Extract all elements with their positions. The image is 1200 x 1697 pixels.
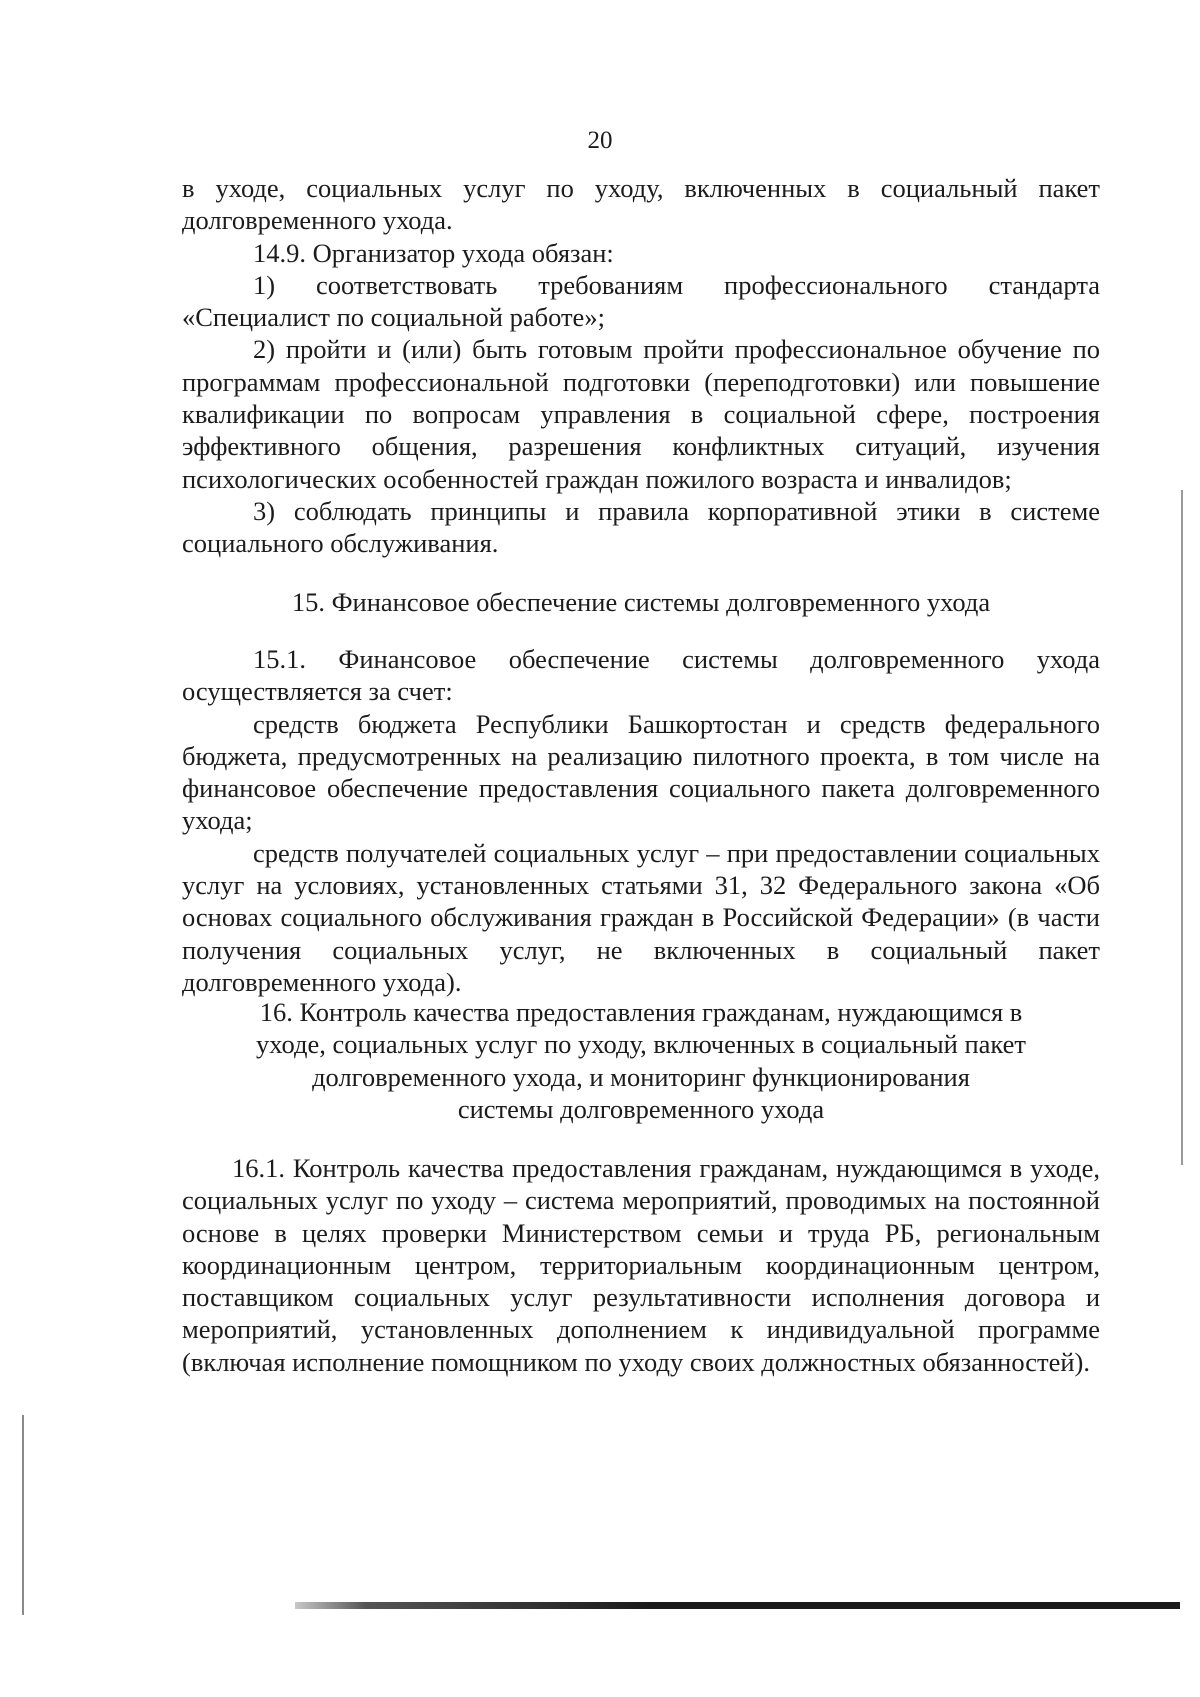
paragraph-14-9-item-2: 2) пройти и (или) быть готовым пройти профессиональное обучение по программам профессиональной подготовки (переподготовки) или повышение квалификации по вопросам управления в социальной сфере, построения эффективного общения, разрешения конфликтных ситуаций, изучения психологических особенностей граждан пожилого возраста и инвалидов;: [182, 334, 1100, 494]
scan-edge-line: [1181, 490, 1183, 1165]
section-15-text: [182, 643, 1100, 998]
paragraph-15-1: 15.1. Финансовое обеспечение системы долговременного ухода осуществляется за счет:: [182, 644, 1100, 707]
paragraph-15-1-source-2: средств получателей социальных услуг – при предоставлении социальных услуг на условиях, установленных статьями 31, 32 Федерального закона «Об основах социального обслуживания граждан в Российской Федерации» (в части получения социальных услуг, не включенных в социальный пакет долговременного ухода).: [182, 837, 1100, 997]
paragraph-14-9-item-1: 1) соответствовать требованиям профессионального стандарта «Специалист по социальной работе»;: [182, 269, 1100, 333]
section-16-heading: [182, 996, 1100, 1125]
section-16-text: [182, 1152, 1100, 1378]
scan-edge-line: [22, 1415, 24, 1615]
section-16-heading-line: системы долговременного ухода: [457, 1093, 825, 1124]
paragraph-continuation: в уходе, социальных услуг по уходу, включенных в социальный пакет долговременного ухода.: [182, 173, 1100, 236]
section-14-text: [182, 172, 1100, 560]
paragraph-16-1: 16.1. Контроль качества предоставления гражданам, нуждающимся в уходе, социальных услуг по уходу – система мероприятий, проводимых на постоянной основе в целях проверки Министерством семьи и труда РБ, региональным координационным центром, территориальным координационным центром, поставщиком социальных услуг результативности исполнения договора и мероприятий, установленных дополнением к индивидуальной программе (включая исполнение помощником по уходу своих должностных обязанностей).: [182, 1153, 1100, 1377]
section-15-heading: 15. Финансовое обеспечение системы долговременного ухода: [291, 587, 991, 617]
scan-bottom-rule: [295, 1602, 1180, 1609]
paragraph-14-9-item-3: 3) соблюдать принципы и правила корпоративной этики в системе социального обслуживания.: [182, 495, 1100, 559]
paragraph-15-1-source-1: средств бюджета Республики Башкортостан и средств федерального бюджета, предусмотренных на реализацию пилотного проекта, в том числе на финансовое обеспечение предоставления социального пакета долговременного ухода;: [182, 708, 1100, 836]
section-16-heading-line: долговременного ухода, и мониторинг функционирования: [312, 1061, 970, 1092]
section-16-heading-line: уходе, социальных услуг по уходу, включенных в социальный пакет: [255, 1029, 1026, 1060]
page-number: 20: [587, 127, 613, 154]
section-16-heading-line: 16. Контроль качества предоставления гражданам, нуждающимся в: [259, 997, 1023, 1027]
paragraph-14-9: 14.9. Организатор ухода обязан:: [253, 237, 614, 268]
